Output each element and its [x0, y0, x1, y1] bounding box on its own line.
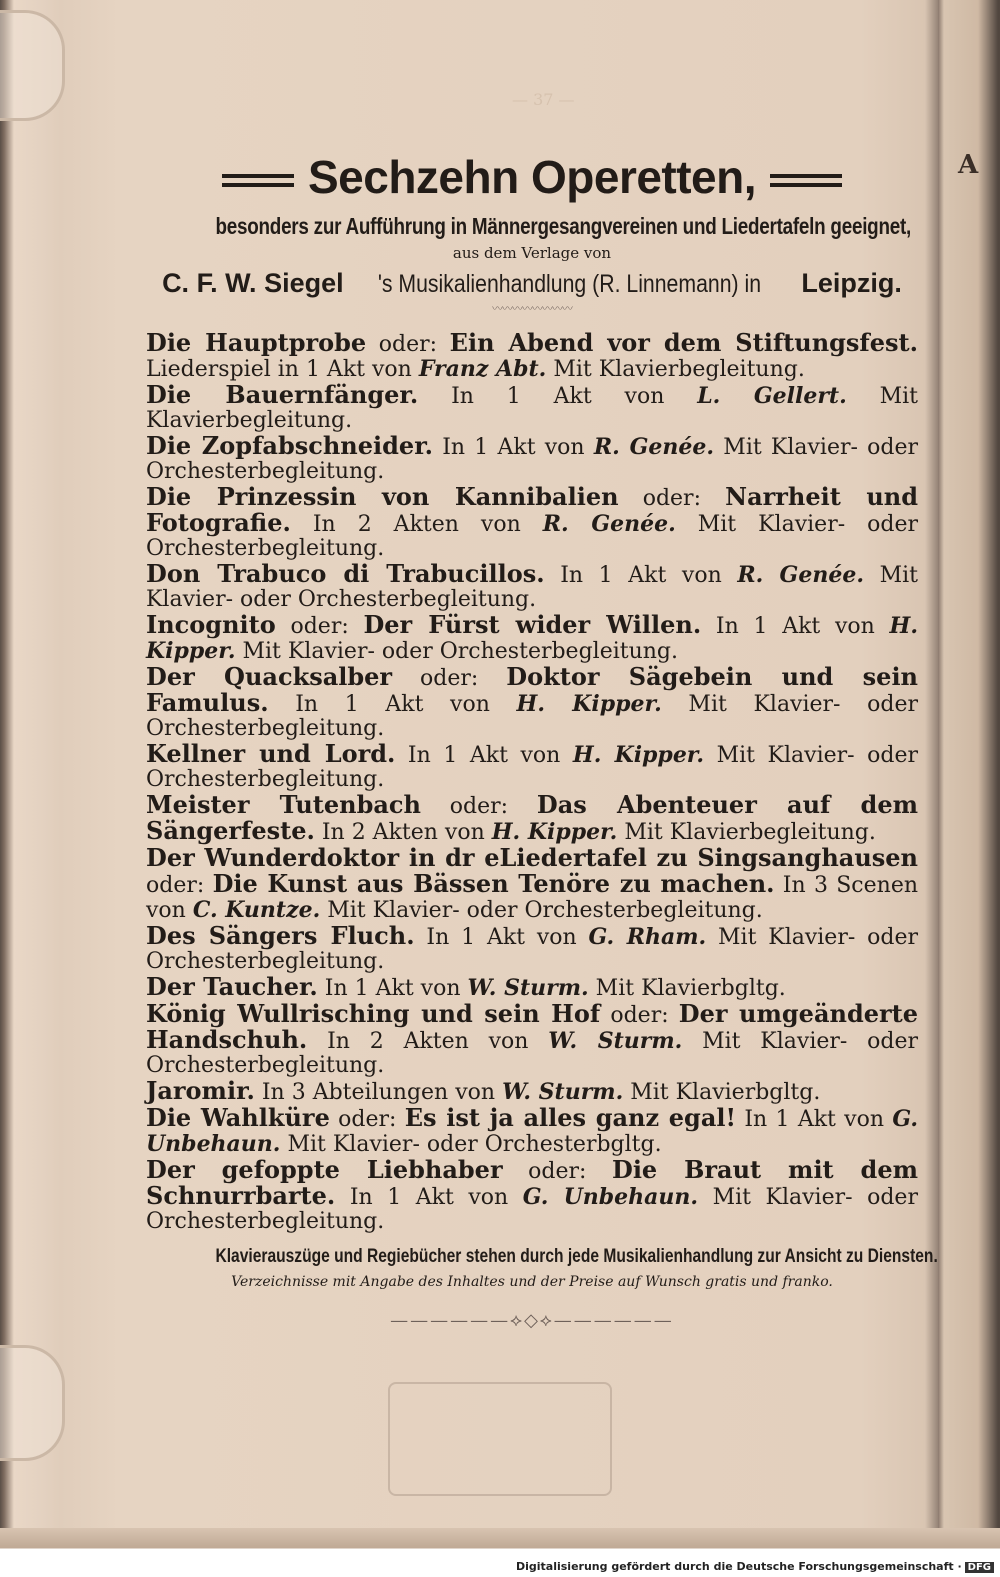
connector-text: oder: — [329, 1107, 405, 1132]
accompaniment-info: Mit Klavier- oder Orchesterbegleitung. — [320, 898, 763, 923]
binding-ring-top — [0, 10, 65, 121]
composer-name: G. Unbehaun. — [522, 1184, 699, 1210]
operetta-title: Der Taucher. — [146, 972, 318, 1001]
accompaniment-info: Mit Klavier- oder Orchesterbegleitung. — [146, 925, 918, 974]
subtitle: besonders zur Aufführung in Männergesangvereinen und Liedertafeln geeignet, — [215, 213, 912, 239]
composer-name: H. Kipper. — [572, 742, 705, 768]
verlag-line: aus dem Verlage von — [452, 244, 612, 262]
accompaniment-info: Mit Klavierbegleitung. — [617, 820, 876, 845]
operetta-alt-title: Das Abenteuer auf dem Sängerfeste. — [146, 790, 918, 845]
accompaniment-info: Mit Klavier- oder Orchesterbegleitung. — [146, 692, 918, 741]
accompaniment-info: Mit Klavier- oder Orchesterbegleitung. — [146, 1185, 918, 1234]
operetta-title: Die Hauptprobe — [146, 328, 367, 357]
operetta-title: Der gefoppte Liebhaber — [146, 1155, 503, 1184]
act-info: In 3 Abteilungen von — [254, 1080, 503, 1105]
operetta-entry — [146, 431, 918, 484]
accompaniment-info: Mit Klavier- oder Orchesterbegleitung. — [146, 512, 918, 561]
connector-text: oder: — [618, 486, 726, 511]
act-info: In 1 Akt von — [433, 435, 594, 460]
connector-text: oder: — [420, 794, 537, 819]
operetta-title: Der Wunderdoktor in dr eLiedertafel zu Singsanghausen — [146, 843, 918, 872]
page-bottom-margin — [0, 1528, 1000, 1577]
operetta-title: Kellner und Lord. — [146, 739, 396, 768]
operetta-title: Die Wahlküre — [146, 1103, 330, 1132]
decorative-rule-right — [770, 174, 842, 188]
act-info: In 2 Akten von — [314, 820, 492, 845]
dfg-logo: DFG — [965, 1562, 994, 1573]
act-info: Liederspiel in 1 Akt von — [146, 357, 419, 382]
operetta-entry — [146, 790, 918, 845]
composer-name: R. Genée. — [737, 562, 864, 588]
accompaniment-info: Mit Klavier- oder Orchesterbegleitung. — [146, 435, 918, 484]
act-info: In 1 Akt von — [335, 1185, 523, 1210]
operetta-entry — [146, 972, 918, 1001]
composer-name: R. Genée. — [542, 511, 676, 537]
accompaniment-info: Mit Klavier- oder Orchesterbegleitung. — [146, 1029, 918, 1078]
binding-ring-bottom — [0, 1345, 65, 1461]
publisher-description: 's Musikalienhandlung (R. Linnemann) in — [377, 270, 761, 298]
connector-text: oder: — [600, 1003, 679, 1028]
act-info: In 2 Akten von — [307, 1029, 549, 1054]
accompaniment-info: Mit Klavier- oder Orchesterbegleitung. — [146, 743, 918, 792]
accompaniment-info: Mit Klavier- oder Orchesterbgltg. — [280, 1132, 662, 1157]
composer-name: H. Kipper. — [516, 691, 662, 717]
operetta-entry — [146, 999, 918, 1078]
composer-name: C. Kuntze. — [192, 897, 321, 923]
operetta-alt-title: Die Braut mit dem Schnurrbarte. — [146, 1155, 919, 1210]
operetta-title: Des Sängers Fluch. — [146, 921, 415, 950]
operetta-title: Incognito — [146, 610, 276, 639]
operetta-entry — [146, 380, 918, 433]
connector-text: oder: — [146, 873, 213, 898]
composer-name: G. Rham. — [588, 924, 707, 950]
operetta-entry — [146, 1076, 918, 1105]
operetta-entry — [146, 1103, 918, 1157]
composer-name: L. Gellert. — [697, 383, 847, 409]
operetta-title: Meister Tutenbach — [146, 790, 421, 819]
digitization-credit — [516, 1560, 994, 1573]
next-page-edge — [938, 0, 1000, 1577]
operetta-title: Jaromir. — [146, 1076, 255, 1105]
operetta-entry — [146, 843, 919, 923]
operetta-alt-title: Der umgeänderte Handschuh. — [146, 999, 918, 1054]
publisher-city: Leipzig. — [801, 268, 902, 298]
publisher-line — [146, 266, 918, 301]
connector-text: oder: — [275, 614, 364, 639]
connector-text: oder: — [502, 1159, 612, 1184]
operetta-alt-title: Der Fürst wider Willen. — [363, 610, 702, 639]
operetta-list — [146, 328, 919, 1234]
composer-name: W. Sturm. — [548, 1028, 683, 1054]
act-info: In 1 Akt von — [544, 563, 738, 588]
composer-name: G. Unbehaun. — [146, 1106, 918, 1157]
accompaniment-info: Mit Klavierbgltg. — [623, 1080, 821, 1105]
title-text: Sechzehn Operetten, — [307, 151, 757, 203]
operetta-title: Don Trabuco di Trabucillos. — [146, 559, 545, 588]
edge-fragment: A — [958, 150, 979, 180]
connector-text: oder: — [366, 332, 450, 357]
library-stamp — [388, 1382, 612, 1496]
binding-left — [0, 0, 70, 1577]
composer-name: W. Sturm. — [467, 975, 589, 1001]
decorative-rule-left — [222, 174, 294, 188]
operetta-entry — [146, 739, 918, 792]
composer-name: W. Sturm. — [502, 1079, 624, 1105]
act-info: In 1 Akt von — [395, 743, 573, 768]
operetta-entry — [146, 610, 918, 664]
act-info: In 1 Akt von — [736, 1107, 893, 1132]
operetta-entry — [146, 559, 918, 612]
accompaniment-info: Mit Klavierbegleitung. — [146, 384, 918, 433]
operetta-alt-title: Ein Abend vor dem Stiftungsfest. — [449, 328, 918, 357]
availability-notice: Klavierauszüge und Regiebücher stehen durch jede Musikalienhandlung zur Ansicht zu Diensten. — [215, 1246, 938, 1267]
operetta-title: Die Bauernfänger. — [146, 380, 419, 409]
act-info: In 2 Akten von — [290, 512, 543, 537]
closing-ornament: ——————⟡◇⟡—————— — [390, 1310, 674, 1331]
operetta-entry — [146, 921, 918, 974]
accompaniment-info: Mit Klavier- oder Orchesterbegleitung. — [146, 563, 918, 612]
composer-name: Franz Abt. — [418, 356, 547, 382]
credit-text: Digitalisierung gefördert durch die Deutsche Forschungsgemeinschaft · — [515, 1560, 962, 1573]
act-info: In 1 Akt von — [701, 614, 890, 639]
composer-name: H. Kipper. — [491, 819, 618, 845]
operetta-title: Die Prinzessin von Kannibalien — [146, 482, 619, 511]
accompaniment-info: Mit Klavierbegleitung. — [546, 357, 805, 382]
composer-name: R. Genée. — [593, 434, 715, 460]
operetta-alt-title: Die Kunst aus Bässen Tenöre zu machen. — [212, 869, 775, 898]
operetta-title: Der Quacksalber — [146, 662, 393, 691]
catalog-notice: Verzeichnisse mit Angabe des Inhaltes und der Preise auf Wunsch gratis und franko. — [231, 1274, 833, 1290]
act-info: In 3 Scenen von — [146, 873, 919, 923]
operetta-entry — [146, 1155, 919, 1234]
operetta-title: Die Zopfabschneider. — [146, 431, 433, 460]
advertisement-content — [146, 130, 938, 1331]
act-info: In 1 Akt von — [268, 692, 517, 717]
operetta-entry — [146, 482, 919, 561]
operetta-alt-title: Narrheit und Fotografie. — [146, 482, 919, 537]
act-info: In 1 Akt von — [414, 925, 589, 950]
composer-name: H. Kipper. — [146, 613, 918, 664]
act-info: In 1 Akt von — [317, 976, 468, 1001]
operetta-alt-title: Doktor Sägebein und sein Famulus. — [146, 662, 919, 717]
publisher-name: C. F. W. Siegel — [162, 268, 344, 298]
page-number: — 37 — — [512, 90, 575, 109]
accompaniment-info: Mit Klavier- oder Orchesterbegleitung. — [235, 639, 679, 664]
act-info: In 1 Akt von — [418, 384, 698, 409]
operetta-title: König Wullrisching und sein Hof — [146, 999, 601, 1028]
operetta-entry — [146, 328, 918, 382]
divider-squiggle: 〰〰〰〰〰〰〰〰 — [492, 302, 572, 315]
operetta-entry — [146, 662, 919, 741]
accompaniment-info: Mit Klavierbgltg. — [588, 976, 786, 1001]
operetta-alt-title: Es ist ja alles ganz egal! — [404, 1103, 737, 1132]
connector-text: oder: — [392, 666, 507, 691]
page-title — [146, 142, 918, 212]
